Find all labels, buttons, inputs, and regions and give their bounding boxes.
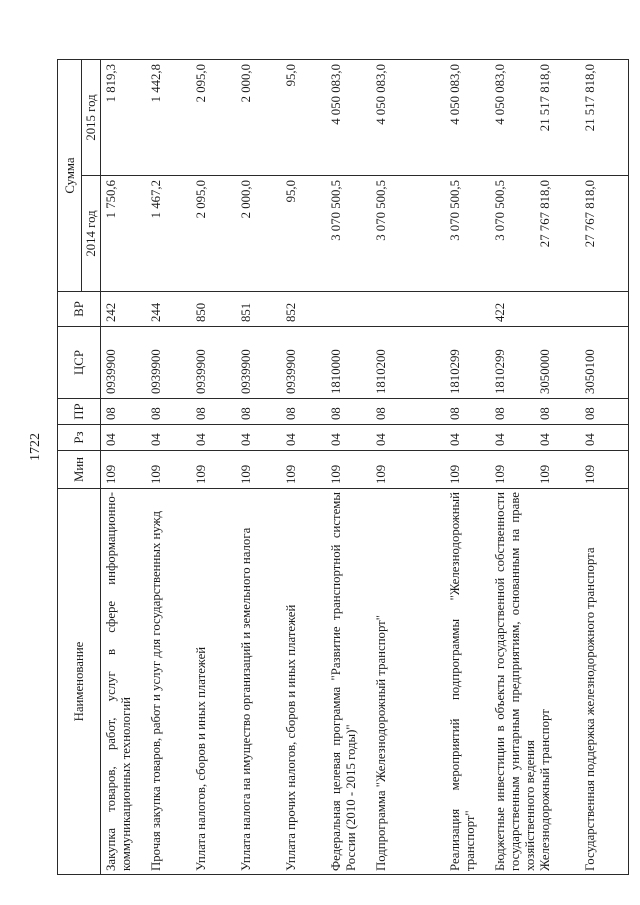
- table-row: [583, 60, 629, 875]
- cell-csr: 0939900: [149, 327, 194, 399]
- budget-table: [57, 59, 629, 875]
- table-row: [329, 60, 374, 875]
- cell-rz: 04: [239, 425, 284, 451]
- header-year-2015: 2015 год: [82, 60, 101, 176]
- cell-pr: 08: [448, 399, 493, 425]
- cell-sum-2014: 1 750,6: [101, 176, 150, 292]
- header-min: Мин: [58, 451, 101, 489]
- cell-sum-2015: 21 517 818,0: [538, 60, 583, 176]
- header-vr: ВР: [58, 292, 101, 327]
- cell-sum-2014: 3 070 500,5: [493, 176, 538, 292]
- cell-min: 109: [194, 451, 239, 489]
- cell-sum-2015: 4 050 083,0: [493, 60, 538, 176]
- cell-rz: 04: [448, 425, 493, 451]
- cell-csr: 0939900: [101, 327, 150, 399]
- cell-name: Реализация мероприятий подпрограммы "Железнодорожный транспорт": [448, 489, 493, 875]
- cell-vr: 850: [194, 292, 239, 327]
- cell-rz: 04: [284, 425, 329, 451]
- cell-min: 109: [538, 451, 583, 489]
- cell-csr: 3050000: [538, 327, 583, 399]
- cell-min: 109: [493, 451, 538, 489]
- header-year-2014: 2014 год: [82, 176, 101, 292]
- cell-rz: 04: [374, 425, 448, 451]
- cell-sum-2014: 3 070 500,5: [374, 176, 448, 292]
- cell-sum-2014: 3 070 500,5: [448, 176, 493, 292]
- cell-vr: [583, 292, 629, 327]
- page-number: 1722: [28, 433, 43, 461]
- cell-csr: 1810000: [329, 327, 374, 399]
- cell-vr: [448, 292, 493, 327]
- cell-min: 109: [583, 451, 629, 489]
- cell-name: Прочая закупка товаров, работ и услуг для государственных нужд: [149, 489, 194, 875]
- cell-sum-2015: 4 050 083,0: [329, 60, 374, 176]
- table-header: [58, 60, 101, 875]
- cell-vr: 244: [149, 292, 194, 327]
- cell-pr: 08: [284, 399, 329, 425]
- table-row: [448, 60, 493, 875]
- cell-pr: 08: [538, 399, 583, 425]
- cell-pr: 08: [583, 399, 629, 425]
- cell-sum-2015: 2 095,0: [194, 60, 239, 176]
- cell-sum-2015: 1 442,8: [149, 60, 194, 176]
- cell-pr: 08: [239, 399, 284, 425]
- cell-csr: 1810299: [493, 327, 538, 399]
- cell-vr: 422: [493, 292, 538, 327]
- cell-csr: 0939900: [194, 327, 239, 399]
- cell-name: Федеральная целевая программа "Развитие транспортной системы России (2010 - 2015 годы)": [329, 489, 374, 875]
- cell-csr: 1810200: [374, 327, 448, 399]
- cell-vr: [538, 292, 583, 327]
- cell-pr: 08: [493, 399, 538, 425]
- cell-min: 109: [284, 451, 329, 489]
- cell-min: 109: [239, 451, 284, 489]
- cell-name: Бюджетные инвестиции в объекты государственной собственности государственным унитарным предприятиям, основанным на праве хозяйственного ведения: [493, 489, 538, 875]
- cell-rz: 04: [493, 425, 538, 451]
- cell-sum-2014: 3 070 500,5: [329, 176, 374, 292]
- table-body: [101, 60, 629, 875]
- cell-vr: [374, 292, 448, 327]
- cell-min: 109: [101, 451, 150, 489]
- cell-name: Уплата прочих налогов, сборов и иных платежей: [284, 489, 329, 875]
- cell-rz: 04: [194, 425, 239, 451]
- cell-name: Железнодорожный транспорт: [538, 489, 583, 875]
- cell-sum-2014: 2 095,0: [194, 176, 239, 292]
- cell-pr: 08: [194, 399, 239, 425]
- cell-rz: 04: [149, 425, 194, 451]
- cell-sum-2015: 21 517 818,0: [583, 60, 629, 176]
- cell-min: 109: [448, 451, 493, 489]
- header-csr: ЦСР: [58, 327, 101, 399]
- cell-min: 109: [374, 451, 448, 489]
- table-row: [538, 60, 583, 875]
- cell-sum-2014: 27 767 818,0: [538, 176, 583, 292]
- table-row: [374, 60, 448, 875]
- cell-rz: 04: [538, 425, 583, 451]
- cell-sum-2015: 1 819,3: [101, 60, 150, 176]
- cell-sum-2015: 4 050 083,0: [448, 60, 493, 176]
- cell-name: Государственная поддержка железнодорожного транспорта: [583, 489, 629, 875]
- cell-name: Закупка товаров, работ, услуг в сфере информационно-коммуникационных технологий: [101, 489, 150, 875]
- cell-name: Уплата налогов, сборов и иных платежей: [194, 489, 239, 875]
- cell-vr: 852: [284, 292, 329, 327]
- cell-pr: 08: [374, 399, 448, 425]
- table-row: [149, 60, 194, 875]
- rotated-table-container: [57, 60, 597, 875]
- cell-vr: 242: [101, 292, 150, 327]
- cell-name: Подпрограмма "Железнодорожный транспорт": [374, 489, 448, 875]
- cell-csr: 0939900: [239, 327, 284, 399]
- cell-sum-2014: 1 467,2: [149, 176, 194, 292]
- cell-vr: 851: [239, 292, 284, 327]
- cell-min: 109: [329, 451, 374, 489]
- table-row: [493, 60, 538, 875]
- header-name: Наименование: [58, 489, 101, 875]
- cell-vr: [329, 292, 374, 327]
- cell-pr: 08: [149, 399, 194, 425]
- cell-sum-2015: 4 050 083,0: [374, 60, 448, 176]
- cell-sum-2014: 2 000,0: [239, 176, 284, 292]
- cell-sum-2015: 2 000,0: [239, 60, 284, 176]
- cell-name: Уплата налога на имущество организаций и земельного налога: [239, 489, 284, 875]
- cell-pr: 08: [329, 399, 374, 425]
- header-pr: ПР: [58, 399, 101, 425]
- table-row: [101, 60, 150, 875]
- cell-rz: 04: [101, 425, 150, 451]
- table-row: [194, 60, 239, 875]
- cell-sum-2015: 95,0: [284, 60, 329, 176]
- table-row: [284, 60, 329, 875]
- cell-csr: 0939900: [284, 327, 329, 399]
- table-row: [239, 60, 284, 875]
- cell-min: 109: [149, 451, 194, 489]
- cell-sum-2014: 27 767 818,0: [583, 176, 629, 292]
- cell-rz: 04: [329, 425, 374, 451]
- cell-sum-2014: 95,0: [284, 176, 329, 292]
- header-rz: Рз: [58, 425, 101, 451]
- cell-csr: 1810299: [448, 327, 493, 399]
- header-sum: Сумма: [58, 60, 82, 292]
- cell-csr: 3050100: [583, 327, 629, 399]
- cell-rz: 04: [583, 425, 629, 451]
- cell-pr: 08: [101, 399, 150, 425]
